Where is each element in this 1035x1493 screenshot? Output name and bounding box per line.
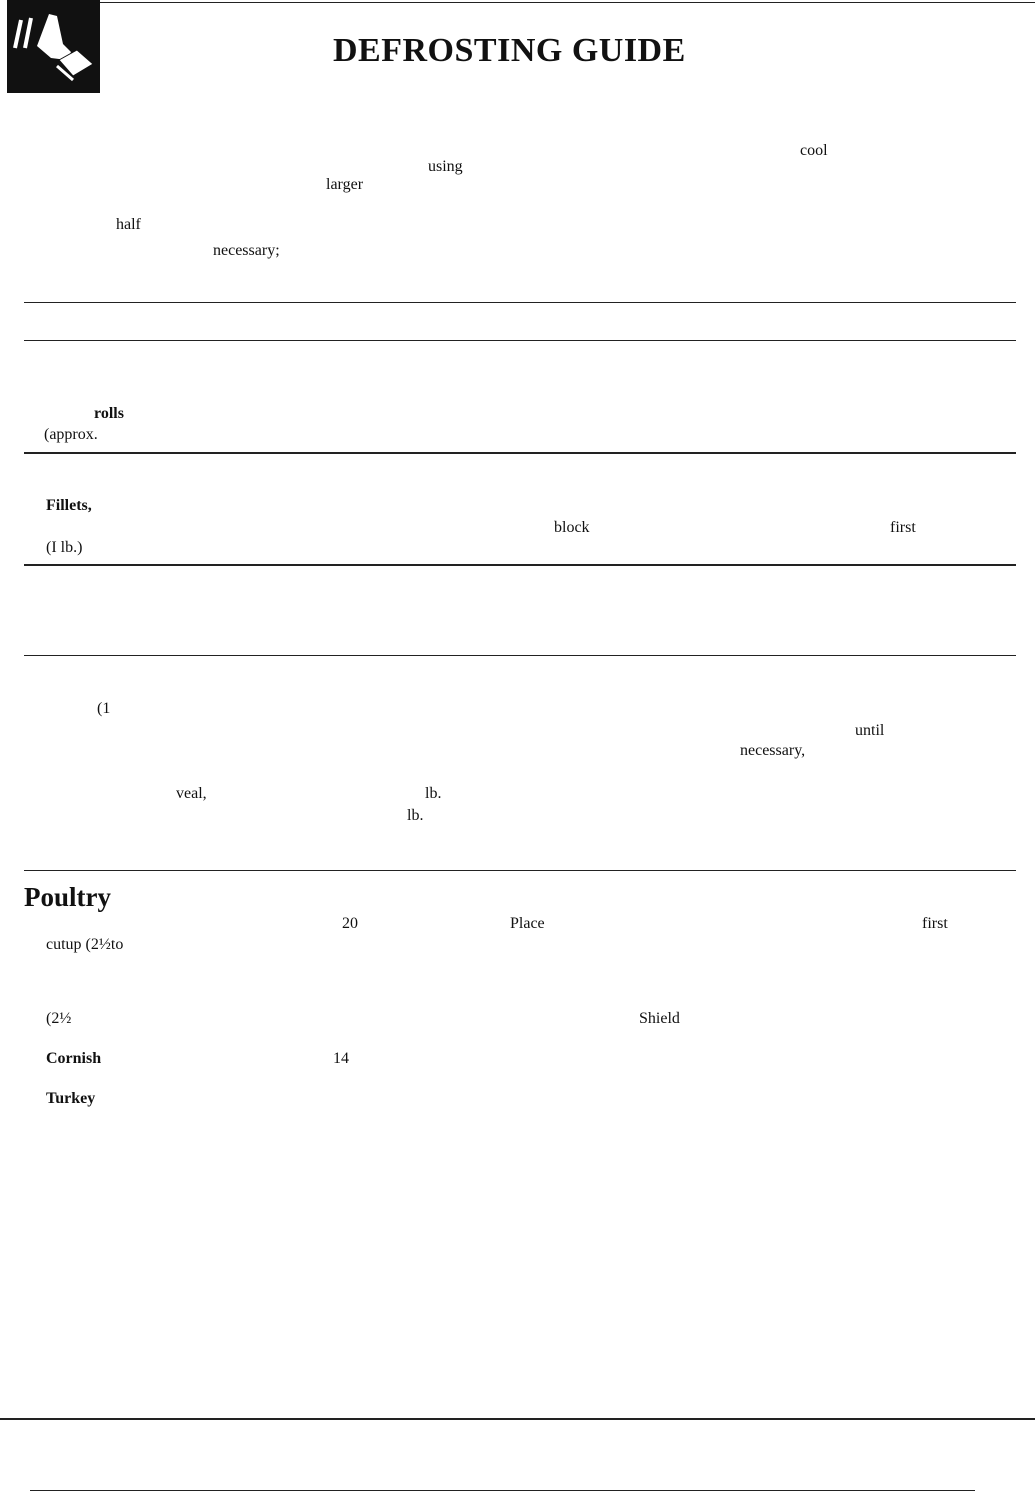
poultry-two-half: (2½ (46, 1010, 72, 1027)
intro-word-using: using (428, 158, 463, 175)
meat-necessary-word: necessary, (740, 742, 806, 759)
bread-rolls-label: rolls (94, 405, 124, 422)
bread-approx-label: (approx. (44, 426, 98, 443)
footer-rule (30, 1490, 975, 1491)
poultry-cutup-label: cutup (2½to (46, 936, 124, 953)
intro-word-larger: larger (326, 176, 364, 193)
table-rule-5 (24, 655, 1016, 656)
fish-fillets-label: Fillets, (46, 497, 92, 514)
page-title: DEFROSTING GUIDE (333, 32, 686, 69)
fish-one-lb-label: (I lb.) (46, 539, 83, 556)
poultry-first-word: first (922, 915, 948, 932)
poultry-place-word: Place (510, 915, 545, 932)
poultry-shield-word: Shield (639, 1010, 680, 1027)
poultry-turkey-label: Turkey (46, 1090, 96, 1107)
table-rule-1 (24, 302, 1016, 303)
meat-paren-one: (1 (97, 700, 111, 717)
meat-until-word: until (855, 722, 885, 739)
table-rule-3 (24, 452, 1016, 454)
fish-first-word: first (890, 519, 916, 536)
top-rule (100, 2, 1035, 3)
intro-word-necessary: necessary; (213, 242, 280, 259)
poultry-twenty: 20 (342, 915, 358, 932)
table-rule-6 (24, 870, 1016, 871)
table-rule-2 (24, 340, 1016, 341)
meat-lb-b: lb. (407, 807, 424, 824)
hand-pressing-button-icon (7, 0, 100, 93)
intro-word-cool: cool (800, 142, 828, 159)
intro-word-half: half (116, 216, 141, 233)
poultry-heading: Poultry (24, 882, 111, 912)
bottom-rule (0, 1418, 1035, 1420)
table-rule-4 (24, 564, 1016, 566)
fish-block-word: block (554, 519, 590, 536)
meat-lb-a: lb. (425, 785, 442, 802)
poultry-cornish-label: Cornish (46, 1050, 102, 1067)
poultry-fourteen: 14 (333, 1050, 349, 1067)
meat-veal-word: veal, (176, 785, 207, 802)
